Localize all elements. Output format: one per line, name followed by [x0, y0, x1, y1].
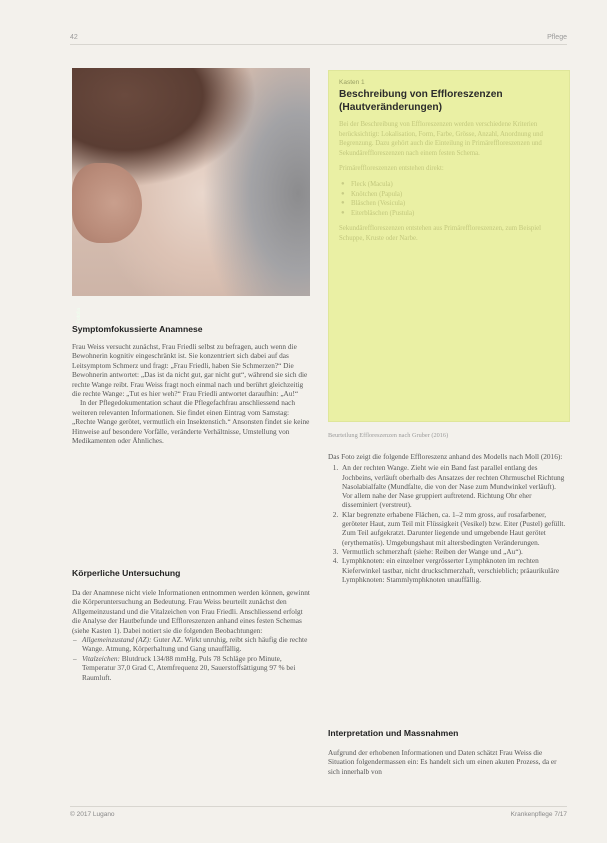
- interpretation-text: [328, 748, 568, 776]
- observation-list: [72, 635, 312, 682]
- list-item-text: Guter AZ. Wirkt unruhig, reibt sich häufig die rechte Wange. Atmung, Körperhaltung und Gang unauffällig.: [82, 635, 308, 654]
- list-item-term: Allgemeinzustand (AZ):: [82, 635, 152, 645]
- list-item: 4. Lymphknoten: ein einzelner vergrösserter Lymphknoten im rechten Kieferwinkel tastbar, nicht druckschmerzhaft, verschieblich; präaurikuläre Lymphknoten: Stammlymphknoten unauffällig.: [340, 556, 568, 584]
- paragraph: Frau Weiss versucht zunächst, Frau Friedli selbst zu befragen, auch wenn die Bewohnerin kognitiv eingeschränkt ist. Sie konzentriert sich dabei auf das Leitsymptom Schmerz und fragt: „Frau Friedli, haben Sie Schmerzen?“ Die Bewohnerin antwortet: „Das ist da nicht gut, gar nicht gut“, während sie sich die rechte Wange reibt. Frau Weiss fragt noch einmal nach und berührt gleichzeitig die rechte Wange: „Tut es hier weh?“ Frau Friedli antwortet daraufhin: „Au!“: [72, 342, 308, 399]
- running-title: Pflege: [547, 34, 567, 41]
- paragraph: Bei der Beschreibung von Effloreszenzen werden verschiedene Kriterien berücksichtigt: Lokalisation, Form, Farbe, Grösse, Anzahl, Anordnung und Begrenzung. Dazu gehört auch die Einteilung in Primäreffloreszenzen und Sekundäreffloreszenzen nach einem festen Schema.: [339, 121, 543, 157]
- list-item: 1. An der rechten Wange. Zieht wie ein Band fast parallel entlang des Jochbeins, verläuft oberhalb des Ansatzes der rechten Ohrmuschel Richtung Nasolabialfalte (Mundfalte, die von der Nase zum Mundwinkel verläuft). Vor allem nahe der Nase gruppiert auftretend. Richtung Ohr eher disseminiert (verstreut).: [340, 463, 568, 509]
- page-number: 42: [70, 34, 78, 41]
- cheek-photo: [72, 68, 310, 323]
- section-title-untersuchung: Körperliche Untersuchung: [72, 568, 181, 578]
- efflorescence-list: [328, 463, 568, 584]
- paragraph: Primäreffloreszenzen entstehen direkt:: [339, 165, 444, 173]
- list-item: ● Eiterbläschen (Pustula): [351, 209, 561, 219]
- efflorescence-description: [328, 452, 568, 584]
- paragraph: In der Pflegedokumentation schaut die Pflegefachfrau anschliessend nach weiteren relevanten Informationen. Sie findet einen Eintrag vom Samstag: „Rechte Wange gerötet, vermutlich ein Insektenstich.“ Ansonsten findet sie keine Hinweise auf besondere Vorfälle, veränderte Verhältnisse, Umstellung von Medikamenten oder Ähnliches.: [72, 398, 310, 446]
- info-box: [328, 70, 570, 422]
- list-item: [82, 635, 312, 654]
- box-title: Beschreibung von Effloreszenzen (Hautveränderungen): [339, 89, 503, 113]
- photo-credit: Fotolia: [76, 307, 82, 323]
- paragraph: Da der Anamnese nicht viele Informationen entnommen werden können, gewinnt die Körperuntersuchung an Bedeutung. Frau Weiss beurteilt zunächst den Allgemeinzustand und die Vitalzeichen von Frau Friedli. Anschliessend erfolgt die Analyse der Hautbefunde und Effloreszenzen anhand eines festen Schemas (siehe Kasten 1). Dabei notiert sie die folgenden Beobachtungen:: [72, 588, 310, 635]
- list-item: ● Fleck (Macula): [351, 180, 561, 190]
- paragraph: Das Foto zeigt die folgende Effloreszenz anhand des Modells nach Moll (2016):: [328, 452, 563, 461]
- paragraph: Sekundäreffloreszenzen entstehen aus Primäreffloreszenzen, zum Beispiel Schuppe, Kruste oder Narbe.: [339, 225, 542, 242]
- untersuchung-text: [72, 588, 312, 682]
- ear-shape: [72, 163, 142, 243]
- list-item: 2. Klar begrenzte erhabene Flächen, ca. 1–2 mm gross, auf rosafarbener, geröteter Haut, zum Teil mit Flüssigkeit (Vesikel) bzw. Eiter (Pustel) gefüllt. Zum Teil aufgekratzt. Darunter liegende und umgebende Haut gerötet (erythematös). Umgebungshaut mit altersbedingten Veränderungen.: [340, 510, 568, 547]
- box-list: [339, 180, 561, 218]
- list-item: [82, 654, 312, 682]
- box-label: Kasten 1: [339, 79, 365, 86]
- list-item-term: Vitalzeichen:: [82, 653, 120, 663]
- box-caption: Beurteilung Effloreszenzen nach Gruber (2016): [328, 432, 449, 439]
- header-rule: [70, 44, 567, 45]
- section-title-interpretation: Interpretation und Massnahmen: [328, 728, 459, 738]
- list-item-text: Blutdruck 134/88 mmHg, Puls 78 Schläge pro Minute, Temperatur 37,0 Grad C, Atemfrequenz 20, Sauerstoffsättigung 97 % bei Raumluft.: [82, 653, 296, 682]
- footer-journal: Krankenpflege 7/17: [510, 811, 567, 818]
- list-item: ● Bläschen (Vesicula): [351, 199, 561, 209]
- footer-copyright: © 2017 Lugano: [70, 811, 115, 818]
- list-item: ● Knötchen (Papula): [351, 190, 561, 200]
- paragraph: Aufgrund der erhobenen Informationen und Daten schätzt Frau Weiss die Situation folgendermassen ein: Es handelt sich um einen akuten Prozess, da er sich innerhalb von: [328, 748, 557, 776]
- section-title-anamnese: Symptomfokussierte Anamnese: [72, 324, 203, 334]
- footer-rule: [70, 806, 567, 807]
- list-item: 3. Vermutlich schmerzhaft (siehe: Reiben der Wange und „Au“).: [340, 547, 568, 556]
- box-body: [339, 120, 561, 244]
- anamnese-text: [72, 342, 312, 445]
